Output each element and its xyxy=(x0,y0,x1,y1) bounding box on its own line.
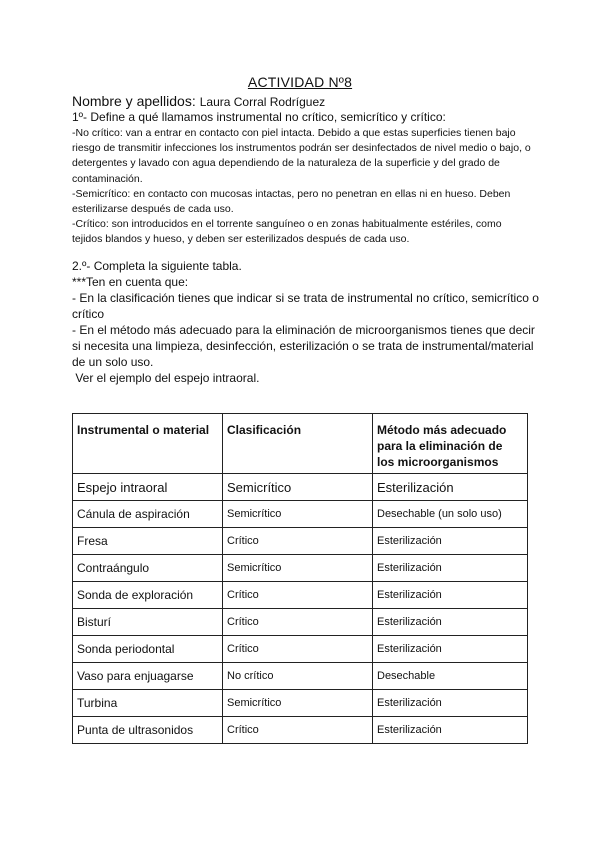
cell-method: Esterilización xyxy=(373,582,528,609)
cell-instrument: Contraángulo xyxy=(73,555,223,582)
cell-method: Esterilización xyxy=(373,609,528,636)
cell-method: Esterilización xyxy=(373,474,528,501)
cell-instrument: Punta de ultrasonidos xyxy=(73,717,223,744)
cell-instrument: Sonda periodontal xyxy=(73,636,223,663)
header-metodo: Método más adecuado para la eliminación de los microorganismos xyxy=(373,414,528,474)
cell-classification: Semicrítico xyxy=(223,555,373,582)
cell-classification: Crítico xyxy=(223,717,373,744)
cell-instrument: Cánula de aspiración xyxy=(73,501,223,528)
cell-method: Esterilización xyxy=(373,717,528,744)
page-title: ACTIVIDAD Nº8 xyxy=(247,74,353,90)
cell-instrument: Vaso para enjuagarse xyxy=(73,663,223,690)
question-2-example: Ver el ejemplo del espejo intraoral. xyxy=(72,371,260,385)
definition-no-critico: -No crítico: van a entrar en contacto con piel intacta. Debido a que estas superficies tienen bajo riesgo de transmitir infecciones los instrumentos podrán ser desinfectados de nivel medio o bajo, o detergentes y lavado con agua dependiendo de la naturaleza de la superficie y del grado de contaminación. xyxy=(72,127,531,185)
cell-classification: Semicrítico xyxy=(223,474,373,501)
cell-classification: Crítico xyxy=(223,609,373,636)
question-2-note: ***Ten en cuenta que: xyxy=(72,275,189,289)
instruments-table xyxy=(72,413,528,744)
name-value: Laura Corral Rodríguez xyxy=(199,95,326,109)
cell-method: Desechable (un solo uso) xyxy=(373,501,528,528)
definitions xyxy=(72,126,532,248)
table-row xyxy=(73,636,528,663)
cell-classification: Crítico xyxy=(223,528,373,555)
table-row xyxy=(73,474,528,501)
cell-method: Esterilización xyxy=(373,555,528,582)
cell-classification: Semicrítico xyxy=(223,501,373,528)
question-2-instruction-2: - En el método más adecuado para la eliminación de microorganismos tienes que decir si necesita una limpieza, desinfección, esterilización o se trata de instrumental/material de un solo uso. xyxy=(72,323,535,369)
cell-instrument: Fresa xyxy=(73,528,223,555)
table-row xyxy=(73,555,528,582)
table-row xyxy=(73,582,528,609)
cell-method: Esterilización xyxy=(373,636,528,663)
cell-classification: Crítico xyxy=(223,582,373,609)
cell-instrument: Bisturí xyxy=(73,609,223,636)
name-line xyxy=(72,93,325,109)
table-row xyxy=(73,528,528,555)
question-1: 1º- Define a qué llamamos instrumental no crítico, semicrítico y crítico: xyxy=(72,110,446,124)
cell-method: Esterilización xyxy=(373,528,528,555)
question-2-instruction-1: - En la clasificación tienes que indicar si se trata de instrumental no crítico, semicrítico o crítico xyxy=(72,291,539,321)
header-instrumental: Instrumental o material xyxy=(73,414,223,474)
table-header-row xyxy=(73,414,528,474)
cell-classification: No crítico xyxy=(223,663,373,690)
cell-method: Desechable xyxy=(373,663,528,690)
question-2 xyxy=(72,258,542,386)
table-row xyxy=(73,501,528,528)
cell-instrument: Espejo intraoral xyxy=(73,474,223,501)
table-row xyxy=(73,663,528,690)
cell-instrument: Sonda de exploración xyxy=(73,582,223,609)
cell-instrument: Turbina xyxy=(73,690,223,717)
definition-semicritico: -Semicrítico: en contacto con mucosas intactas, pero no penetran en ellas ni en hueso. Deben esterilizarse después de cada uso. xyxy=(72,187,511,216)
definition-critico: -Crítico: son introducidos en el torrente sanguíneo o en zonas habitualmente estériles, como tejidos blandos y hueso, y deben ser esterilizados después de cada uso. xyxy=(72,218,502,246)
question-2-title: 2.º- Completa la siguiente tabla. xyxy=(72,259,242,273)
name-label: Nombre y apellidos: xyxy=(72,93,196,109)
header-clasificacion: Clasificación xyxy=(223,414,373,474)
table-row xyxy=(73,690,528,717)
table-row xyxy=(73,609,528,636)
cell-classification: Crítico xyxy=(223,636,373,663)
cell-classification: Semicrítico xyxy=(223,690,373,717)
cell-method: Esterilización xyxy=(373,690,528,717)
table-row xyxy=(73,717,528,744)
